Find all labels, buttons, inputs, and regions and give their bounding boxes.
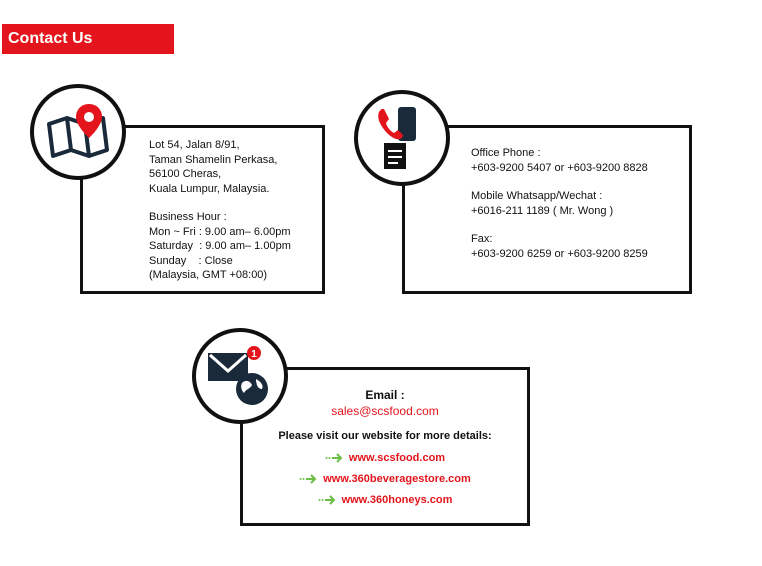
office-phone-label: Office Phone : [471, 147, 541, 159]
fax-value: +603-9200 6259 or +603-9200 8259 [471, 247, 648, 260]
mobile-value: +6016-211 1189 ( Mr. Wong ) [471, 204, 614, 217]
address-line: Taman Shamelin Perkasa, [149, 153, 278, 166]
notification-badge-count: 1 [251, 349, 257, 360]
email-link[interactable]: sales@scsfood.com [331, 403, 439, 418]
address-line: Kuala Lumpur, Malaysia. [149, 182, 270, 195]
website-link-text[interactable]: www.360honeys.com [341, 494, 453, 506]
map-pin-icon [30, 84, 126, 180]
office-phone-value: +603-9200 5407 or +603-9200 8828 [471, 161, 648, 174]
website-link-text[interactable]: www.360beveragestore.com [323, 473, 471, 485]
hours-line: Mon ~ Fri : 9.00 am– 6.00pm [149, 225, 291, 238]
hours-line: (Malaysia, GMT +08:00) [149, 269, 268, 281]
fax-label: Fax: [471, 233, 493, 245]
mobile-label: Mobile Whatsapp/Wechat : [471, 190, 603, 202]
website-link[interactable] [243, 490, 527, 511]
email-label: Email : [365, 388, 405, 402]
arrow-right-icon [318, 494, 336, 506]
visit-website-text: Please visit our website for more details: [278, 430, 492, 442]
website-link[interactable] [243, 448, 527, 469]
arrow-right-icon [325, 452, 343, 464]
hours-line: Sunday : Close [149, 254, 233, 267]
business-hour-title: Business Hour : [149, 211, 227, 223]
website-link[interactable] [243, 469, 527, 490]
website-link-text[interactable]: www.scsfood.com [348, 452, 446, 464]
arrow-right-icon [299, 473, 317, 485]
hours-line: Saturday : 9.00 am– 1.00pm [149, 240, 291, 252]
address-line: Lot 54, Jalan 8/91, [149, 139, 240, 151]
phone-icon [354, 90, 450, 186]
section-title: Contact Us [2, 24, 174, 54]
email-globe-icon [192, 328, 288, 424]
address-line: 56100 Cheras, [149, 168, 222, 180]
